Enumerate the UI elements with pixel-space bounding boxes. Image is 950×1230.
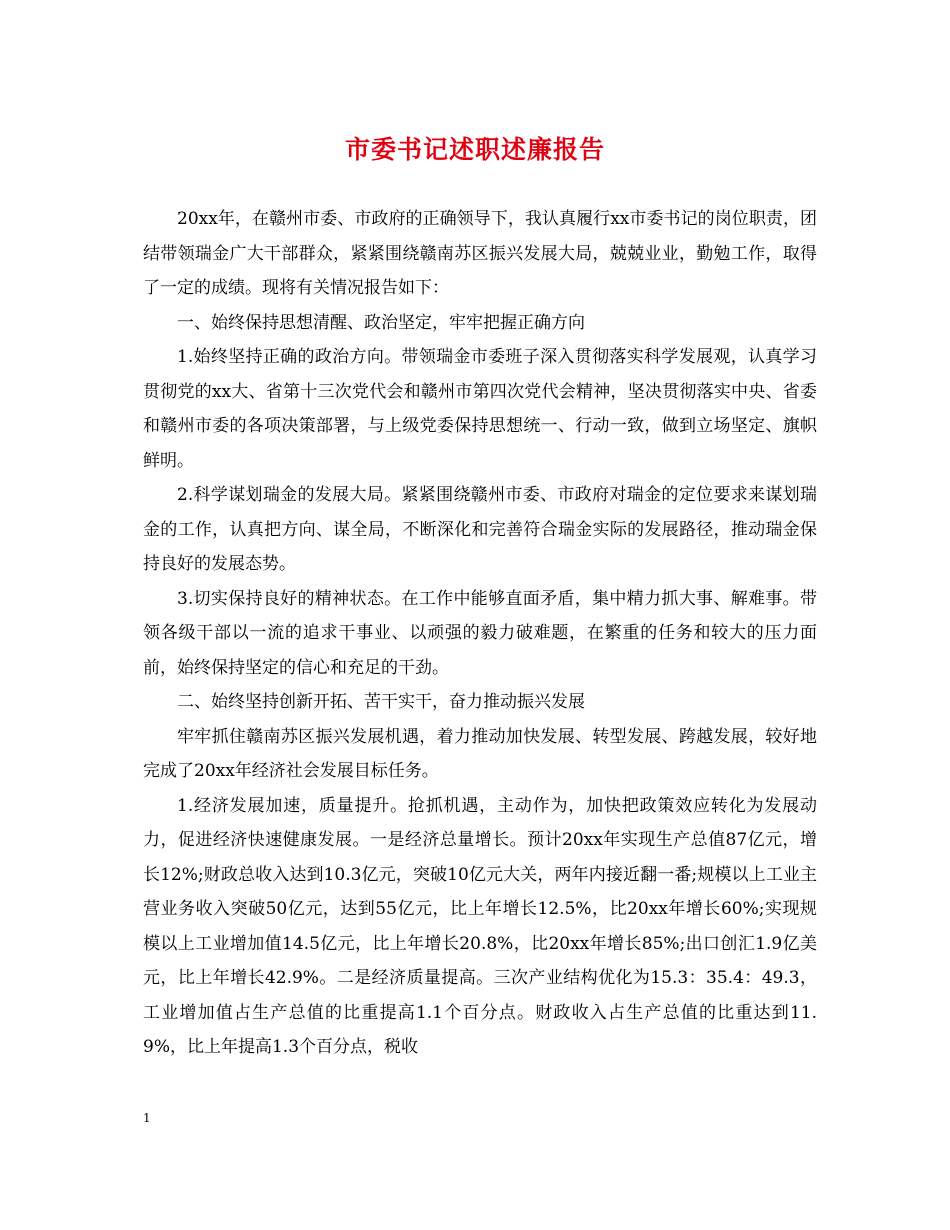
body-paragraph: 1.始终坚持正确的政治方向。带领瑞金市委班子深入贯彻落实科学发展观，认真学习贯彻党的xx大、省第十三次党代会和赣州市第四次党代会精神，坚决贯彻落实中央、省委和赣州市委的各项决策部署，与上级党委保持思想统一、行动一致，做到立场坚定、旗帜鲜明。 <box>143 347 817 471</box>
document-body <box>143 202 817 1065</box>
body-paragraph: 20xx年，在赣州市委、市政府的正确领导下，我认真履行xx市委书记的岗位职责，团结带领瑞金广大干部群众，紧紧围绕赣南苏区振兴发展大局，兢兢业业，勤勉工作，取得了一定的成绩。现将有关情况报告如下： <box>143 209 817 298</box>
body-paragraph: 1.经济发展加速，质量提升。抢抓机遇，主动作为，加快把政策效应转化为发展动力，促进经济快速健康发展。一是经济总量增长。预计20xx年实现生产总值87亿元，增长12%;财政总收入达到10.3亿元，突破10亿元大关，两年内接近翻一番;规模以上工业主营业务收入突破50亿元，达到55亿元，比上年增长12.5%，比20xx年增长60%;实现规模以上工业增加值14.5亿元，比上年增长20.8%，比20xx年增长85%;出口创汇1.9亿美元，比上年增长42.9%。二是经济质量提高。三次产业结构优化为15.3：35.4：49.3，工业增加值占生产总值的比重提高1.1个百分点。财政收入占生产总值的比重达到11.9%，比上年提高1.3个百分点，税收 <box>143 795 817 1057</box>
section-heading: 二、始终坚持创新开拓、苦干实干，奋力推动振兴发展 <box>177 692 585 712</box>
body-paragraph: 3.切实保持良好的精神状态。在工作中能够直面矛盾，集中精力抓大事、解难事。带领各级干部以一流的追求干事业、以顽强的毅力破难题，在繁重的任务和较大的压力面前，始终保持坚定的信心和充足的干劲。 <box>143 588 817 678</box>
body-paragraph: 2.科学谋划瑞金的发展大局。紧紧围绕赣州市委、市政府对瑞金的定位要求来谋划瑞金的工作，认真把方向、谋全局，不断深化和完善符合瑞金实际的发展路径，推动瑞金保持良好的发展态势。 <box>143 485 817 574</box>
document-title: 市委书记述职述廉报告 <box>344 135 605 164</box>
body-paragraph: 牢牢抓住赣南苏区振兴发展机遇，着力推动加快发展、转型发展、跨越发展，较好地完成了20xx年经济社会发展目标任务。 <box>143 726 817 781</box>
section-heading: 一、始终保持思想清醒、政治坚定，牢牢把握正确方向 <box>177 312 585 333</box>
page-number: 1 <box>143 1111 151 1125</box>
